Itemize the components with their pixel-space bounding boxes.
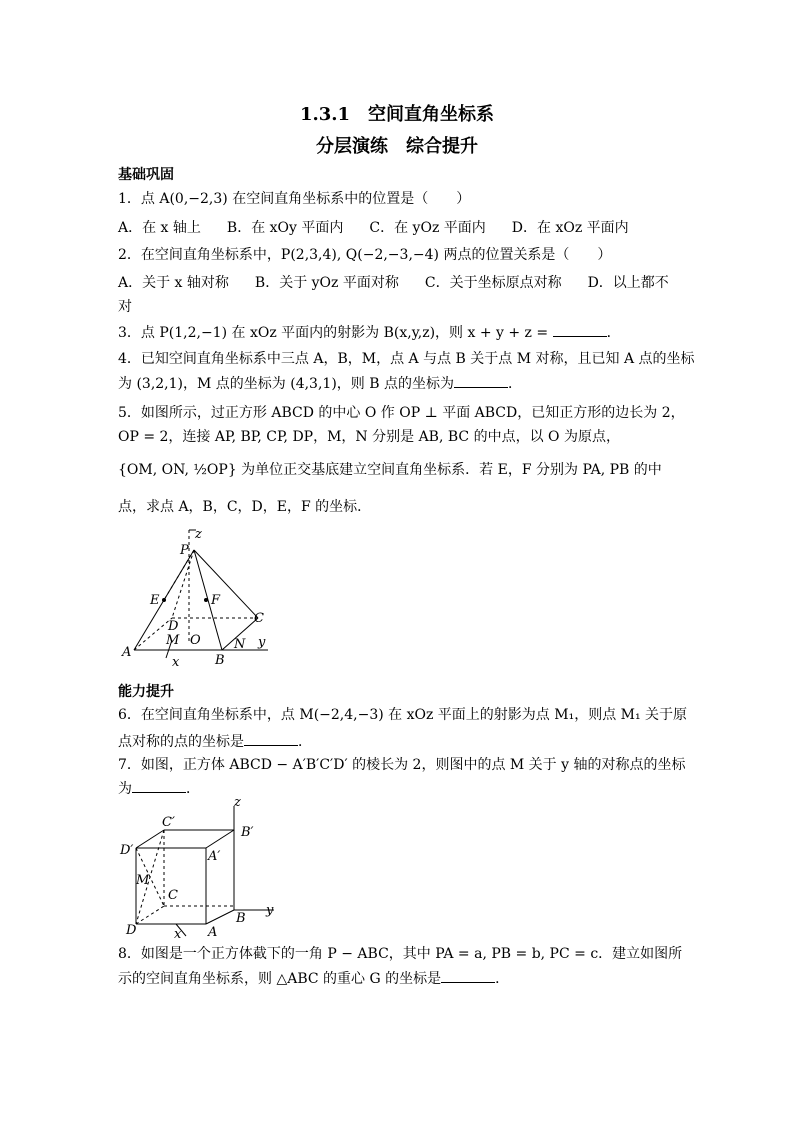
cube-figure (118, 796, 282, 938)
question-7-line-1: 7．如图，正方体 ABCD − A′B′C′D′ 的棱长为 2，则图中的点 M 关于 y 轴的对称点的坐标 (118, 757, 686, 773)
question-1-options (118, 219, 655, 237)
answer-blank (132, 780, 186, 793)
question-1: 1．点 A(0,−2,3) 在空间直角坐标系中的位置是（ ） (118, 191, 471, 207)
question-6-line-1: 6．在空间直角坐标系中，点 M(−2,4,−3) 在 xOz 平面上的射影为点 M₁，则点 M₁ 关于原 (118, 707, 688, 723)
label-M: M (166, 633, 180, 648)
label-D: D (168, 619, 179, 634)
answer-blank (553, 324, 607, 337)
question-2: 2．在空间直角坐标系中，P(2,3,4), Q(−2,−3,−4) 两点的位置关系是（ ） (118, 247, 612, 263)
question-8-line-2 (118, 970, 509, 988)
question-5-line-2: OP = 2，连接 AP, BP, CP, DP，M，N 分别是 AB, BC 的中点，以 O 为原点， (118, 429, 620, 445)
q8-end: ． (495, 971, 510, 987)
q6-end: ． (298, 734, 312, 750)
label-B-prime: B′ (241, 825, 254, 840)
label-O: O (190, 633, 201, 648)
answer-blank (244, 733, 298, 746)
label-E: E (150, 593, 160, 608)
label-C: C (254, 611, 264, 626)
label-C-prime: C′ (162, 815, 175, 830)
label-B: B (236, 911, 246, 926)
q8-text: 示的空间直角坐标系，则 △ABC 的重心 G 的坐标是 (118, 971, 442, 987)
label-z: z (234, 796, 241, 810)
section-heading-basic: 基础巩固 (118, 167, 174, 183)
label-A-prime: A′ (208, 849, 221, 864)
label-C: C (168, 888, 178, 903)
question-8-line-1: 8．如图是一个正方体截下的一角 P − ABC，其中 PA = a, PB = b, PC = c．建立如图所 (118, 946, 683, 962)
q2-option-a: A．关于 x 轴对称 (118, 275, 229, 291)
label-N: N (234, 637, 246, 652)
q3-text: 3．点 P(1,2,−1) 在 xOz 平面内的射影为 B(x,y,z)，则 x + y + z = (118, 325, 549, 341)
label-x: x (174, 927, 182, 938)
q6-text: 点对称的点的坐标是 (118, 734, 244, 750)
page-title: 1.3.1 空间直角坐标系 (299, 104, 495, 125)
q7-text: 为 (118, 781, 132, 797)
q2-option-d: D．以上都不 (587, 275, 669, 291)
question-5-line-1: 5．如图所示，过正方形 ABCD 的中心 O 作 OP ⊥ 平面 ABCD，已知正方形的边长为 2， (118, 405, 685, 421)
label-D: D (126, 923, 137, 938)
q3-end: ． (606, 325, 621, 341)
label-D-prime: D′ (120, 843, 134, 858)
answer-blank (441, 970, 495, 983)
q1-option-d: D．在 xOz 平面内 (511, 220, 629, 236)
pyramid-figure (118, 524, 288, 670)
question-4-line-1: 4．已知空间直角坐标系中三点 A，B，M，点 A 与点 B 关于点 M 对称，且已知 A 点的坐标 (118, 351, 695, 367)
question-5-line-3: {OM, ON, ½OP} 为单位正交基底建立空间直角坐标系．若 E，F 分别为 PA, PB 的中 (118, 462, 662, 478)
label-F: F (211, 593, 221, 608)
q2-option-c: C．关于坐标原点对称 (424, 275, 562, 291)
section-heading-advanced: 能力提升 (118, 684, 174, 700)
label-P: P (180, 543, 189, 558)
question-5-line-4: 点，求点 A，B，C，D，E，F 的坐标． (118, 499, 372, 515)
question-3 (118, 324, 621, 342)
q4-text: 为 (3,2,1)，M 点的坐标为 (4,3,1)，则 B 点的坐标为 (118, 376, 454, 392)
q7-end: ． (186, 781, 200, 797)
question-4-line-2 (118, 375, 522, 393)
q4-end: ． (507, 376, 522, 392)
q1-option-a: A．在 x 轴上 (118, 220, 201, 236)
label-A: A (122, 645, 132, 660)
label-B: B (215, 653, 225, 668)
question-2-options (118, 274, 669, 292)
label-A: A (208, 925, 218, 938)
label-z: z (195, 527, 202, 542)
q2-option-b: B．关于 yOz 平面对称 (254, 275, 399, 291)
label-x: x (172, 655, 180, 670)
page-subtitle: 分层演练 综合提升 (316, 136, 478, 157)
question-2-tail: 对 (118, 299, 132, 315)
q1-option-b: B．在 xOy 平面内 (226, 220, 344, 236)
label-y: y (258, 635, 266, 650)
answer-blank (454, 375, 508, 388)
q1-option-c: C．在 yOz 平面内 (369, 220, 486, 236)
label-M: M (136, 873, 150, 888)
label-y: y (266, 903, 274, 918)
question-6-line-2 (118, 733, 312, 751)
